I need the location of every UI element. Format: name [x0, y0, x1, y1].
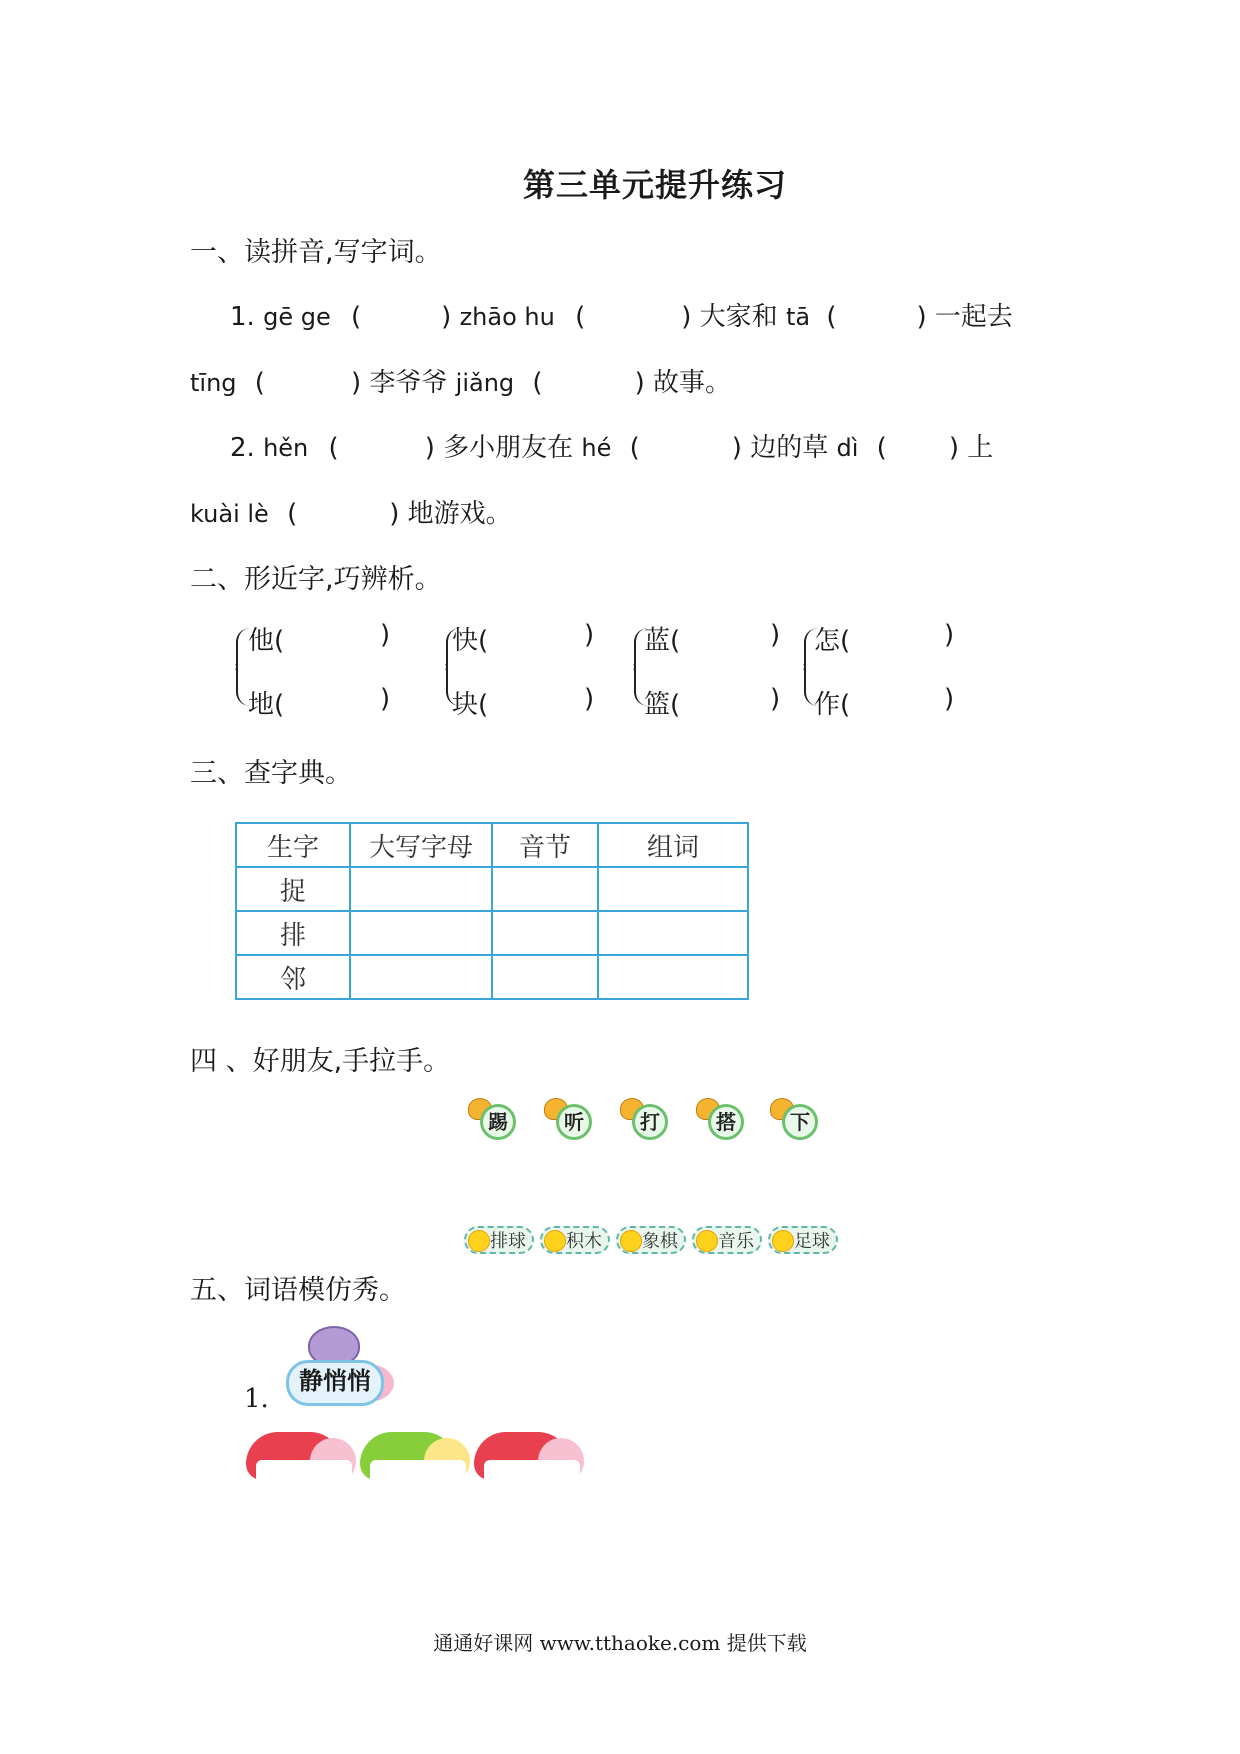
table-header: 生字: [236, 823, 350, 867]
verb-badge[interactable]: 搭: [696, 1098, 744, 1136]
table-cell-blank[interactable]: [598, 911, 748, 955]
footer-text: 通通好课网 www.tthaoke.com 提供下载: [433, 1631, 807, 1655]
table-cell-char: 排: [236, 911, 350, 955]
pinyin: gē ge: [263, 303, 331, 331]
char-bottom: 篮(: [644, 690, 681, 720]
section1-line2: tīng ( ) 李爷爷 jiǎng ( ) 故事。: [190, 368, 732, 398]
table-cell-blank[interactable]: [350, 911, 492, 955]
verb-badge[interactable]: 打: [620, 1098, 668, 1136]
pinyin: tā: [785, 303, 811, 331]
text: 大家和: [699, 302, 778, 332]
char-top: 蓝(: [644, 626, 681, 656]
char-bottom: 块(: [452, 690, 489, 720]
answer-cloud[interactable]: [360, 1432, 470, 1494]
table-header-row: [236, 823, 748, 867]
noun-badge[interactable]: 足球: [768, 1226, 838, 1254]
item-number: 1.: [244, 1384, 269, 1414]
table-cell-blank[interactable]: [598, 867, 748, 911]
section5-heading: 五、词语模仿秀。: [190, 1275, 406, 1306]
noun-badge[interactable]: 积木: [540, 1226, 610, 1254]
char-bottom: 作(: [814, 690, 851, 720]
char-bottom: 地(: [248, 690, 285, 720]
example-word: 静悄悄: [286, 1360, 384, 1406]
sun-icon: [544, 1230, 566, 1252]
table-cell-blank[interactable]: [492, 911, 598, 955]
pinyin: tīng: [190, 369, 237, 397]
section1-line1: 1. gē ge ( ) zhāo hu ( ) 大家和 tā ( ) 一起去: [230, 302, 1013, 332]
verb-badge[interactable]: 听: [544, 1098, 592, 1136]
table-cell-blank[interactable]: [598, 955, 748, 999]
pinyin: zhāo hu: [459, 303, 555, 331]
table-cell-char: 邻: [236, 955, 350, 999]
section1-heading: 一、读拼音,写字词。: [190, 237, 442, 268]
table-cell-char: 捉: [236, 867, 350, 911]
verb-badge[interactable]: 踢: [468, 1098, 516, 1136]
text: 一起去: [934, 302, 1013, 332]
text: 边的草: [750, 433, 829, 463]
noun-badge[interactable]: 音乐: [692, 1226, 762, 1254]
char-top: 快(: [452, 626, 489, 656]
section1-line4: kuài lè ( ) 地游戏。: [190, 499, 512, 529]
table-row: [236, 867, 748, 911]
char-top: 怎(: [814, 626, 851, 656]
table-header: 音节: [492, 823, 598, 867]
text: 李爷爷: [369, 368, 448, 398]
item-number: 2.: [230, 433, 255, 463]
example-badge: [286, 1326, 396, 1406]
answer-cloud[interactable]: [246, 1432, 356, 1494]
section1-line3: 2. hěn ( ) 多小朋友在 hé ( ) 边的草 dì ( ) 上: [230, 433, 994, 463]
verb-badge[interactable]: 下: [770, 1098, 818, 1136]
sun-icon: [468, 1230, 490, 1252]
table-cell-blank[interactable]: [492, 955, 598, 999]
pinyin: hé: [581, 434, 612, 462]
table-cell-blank[interactable]: [492, 867, 598, 911]
text: 故事。: [653, 368, 732, 398]
table-cell-blank[interactable]: [350, 867, 492, 911]
section2-heading: 二、形近字,巧辨析。: [190, 564, 442, 595]
sun-icon: [620, 1230, 642, 1252]
char-top: 他(: [248, 626, 285, 656]
pinyin: jiǎng: [455, 369, 515, 397]
table-header: 大写字母: [350, 823, 492, 867]
text: 地游戏。: [407, 499, 512, 529]
noun-badge[interactable]: 排球: [464, 1226, 534, 1254]
pinyin: hěn: [263, 434, 309, 462]
pinyin: dì: [836, 434, 859, 462]
text: 多小朋友在: [443, 433, 574, 463]
table-row: [236, 955, 748, 999]
noun-badge[interactable]: 象棋: [616, 1226, 686, 1254]
sun-icon: [772, 1230, 794, 1252]
item-number: 1.: [230, 302, 255, 332]
sun-icon: [696, 1230, 718, 1252]
table-cell-blank[interactable]: [350, 955, 492, 999]
answer-cloud[interactable]: [474, 1432, 584, 1494]
section4-heading: 四 、好朋友,手拉手。: [190, 1046, 451, 1077]
pinyin: kuài lè: [190, 500, 269, 528]
section3-heading: 三、查字典。: [190, 758, 352, 789]
page-title: 第三单元提升练习: [522, 166, 787, 204]
dictionary-table: [235, 822, 749, 1000]
table-row: [236, 911, 748, 955]
table-header: 组词: [598, 823, 748, 867]
text: 上: [967, 433, 994, 463]
